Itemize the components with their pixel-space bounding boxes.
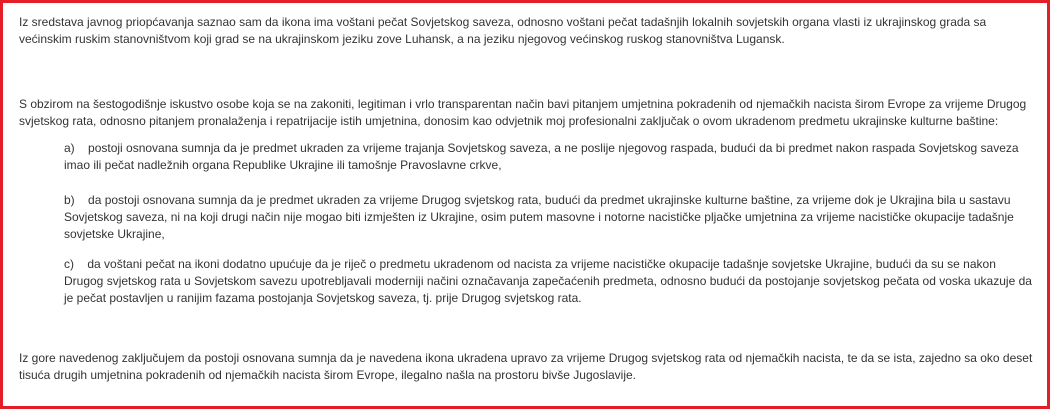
list-marker-b: b) [64, 193, 75, 207]
list-text-c: da voštani pečat na ikoni dodatno upućuje da je riječ o predmetu ukradenom od nacista za vrijeme nacističke okupacije tadašnje sovjetske Ukrajine, budući da su se nakon Drugog svjetskog rata u Sovjetskom savezu upotrebljavali moderniji načini označavanja zapečaćenih predmeta, odnosno budući da postojanje sovjetskog pečata od voska ukazuje da je pečat postavljen u ranijim fazama postojanja Sovjetskog saveza, tj. prije Drugog svjetskog rata. [64, 257, 1032, 305]
list-marker-a: a) [64, 141, 75, 155]
list-text-b: da postoji osnovana sumnja da je predmet ukraden za vrijeme Drugog svjetskog rata, budući da predmet ukrajinske kulturne baštine, za vrijeme dok je Ukrajina bila u sastavu Sovjetskog saveza, ni na koji drugi način nije mogao biti izmješten iz Ukrajine, osim putem masovne i notorne nacističke pljačke umjetnina za vrijeme nacističke okupacije tadašnje sovjetske Ukrajine, [64, 193, 1014, 241]
list-item-b [64, 192, 1034, 243]
list-item-a [64, 140, 1034, 174]
list-text-a: postoji osnovana sumnja da je predmet ukraden za vrijeme trajanja Sovjetskog saveza, a ne poslije njegovog raspada, budući da bi predmet nakon raspada Sovjetskog saveza imao ili pečat nadležnih organa Republike Ukrajine ili tamošnje Pravoslavne crkve, [64, 141, 1019, 172]
paragraph-final-conclusion: Iz gore navedenog zaključujem da postoji osnovana sumnja da je navedena ikona ukradena upravo za vrijeme Drugog svjetskog rata od njemačkih nacista, te da se ista, zajedno sa oko deset tisuća drugih umjetnina pokradenih od njemačkih nacista širom Evrope, ilegalno našla na prostoru bivše Jugoslavije. [19, 351, 1033, 382]
list-marker-c: c) [64, 257, 74, 271]
list-item-c [64, 256, 1034, 307]
paragraph-intro: Iz sredstava javnog priopćavanja saznao sam da ikona ima voštani pečat Sovjetskog saveza, odnosno voštani pečat tadašnjih lokalnih sovjetskih organa vlasti iz ukrajinskog grada sa većinskim ruskim stanovništvom koji grad se na ukrajinskom jeziku zove Luhansk, a na jeziku njegovog većinskog ruskog stanovništva Lugansk. [19, 15, 987, 46]
paragraph-conclusion-lead: S obzirom na šestogodišnje iskustvo osobe koja se na zakoniti, legitiman i vrlo transparentan način bavi pitanjem umjetnina pokradenih od njemačkih nacista širom Evrope za vrijeme Drugog svjetskog rata, odnosno pitanjem pronalaženja i repatrijacije istih umjetnina, donosim kao odvjetnik moj profesionalni zaključak o ovom ukradenom predmetu ukrajinske kulturne baštine: [19, 97, 1027, 128]
